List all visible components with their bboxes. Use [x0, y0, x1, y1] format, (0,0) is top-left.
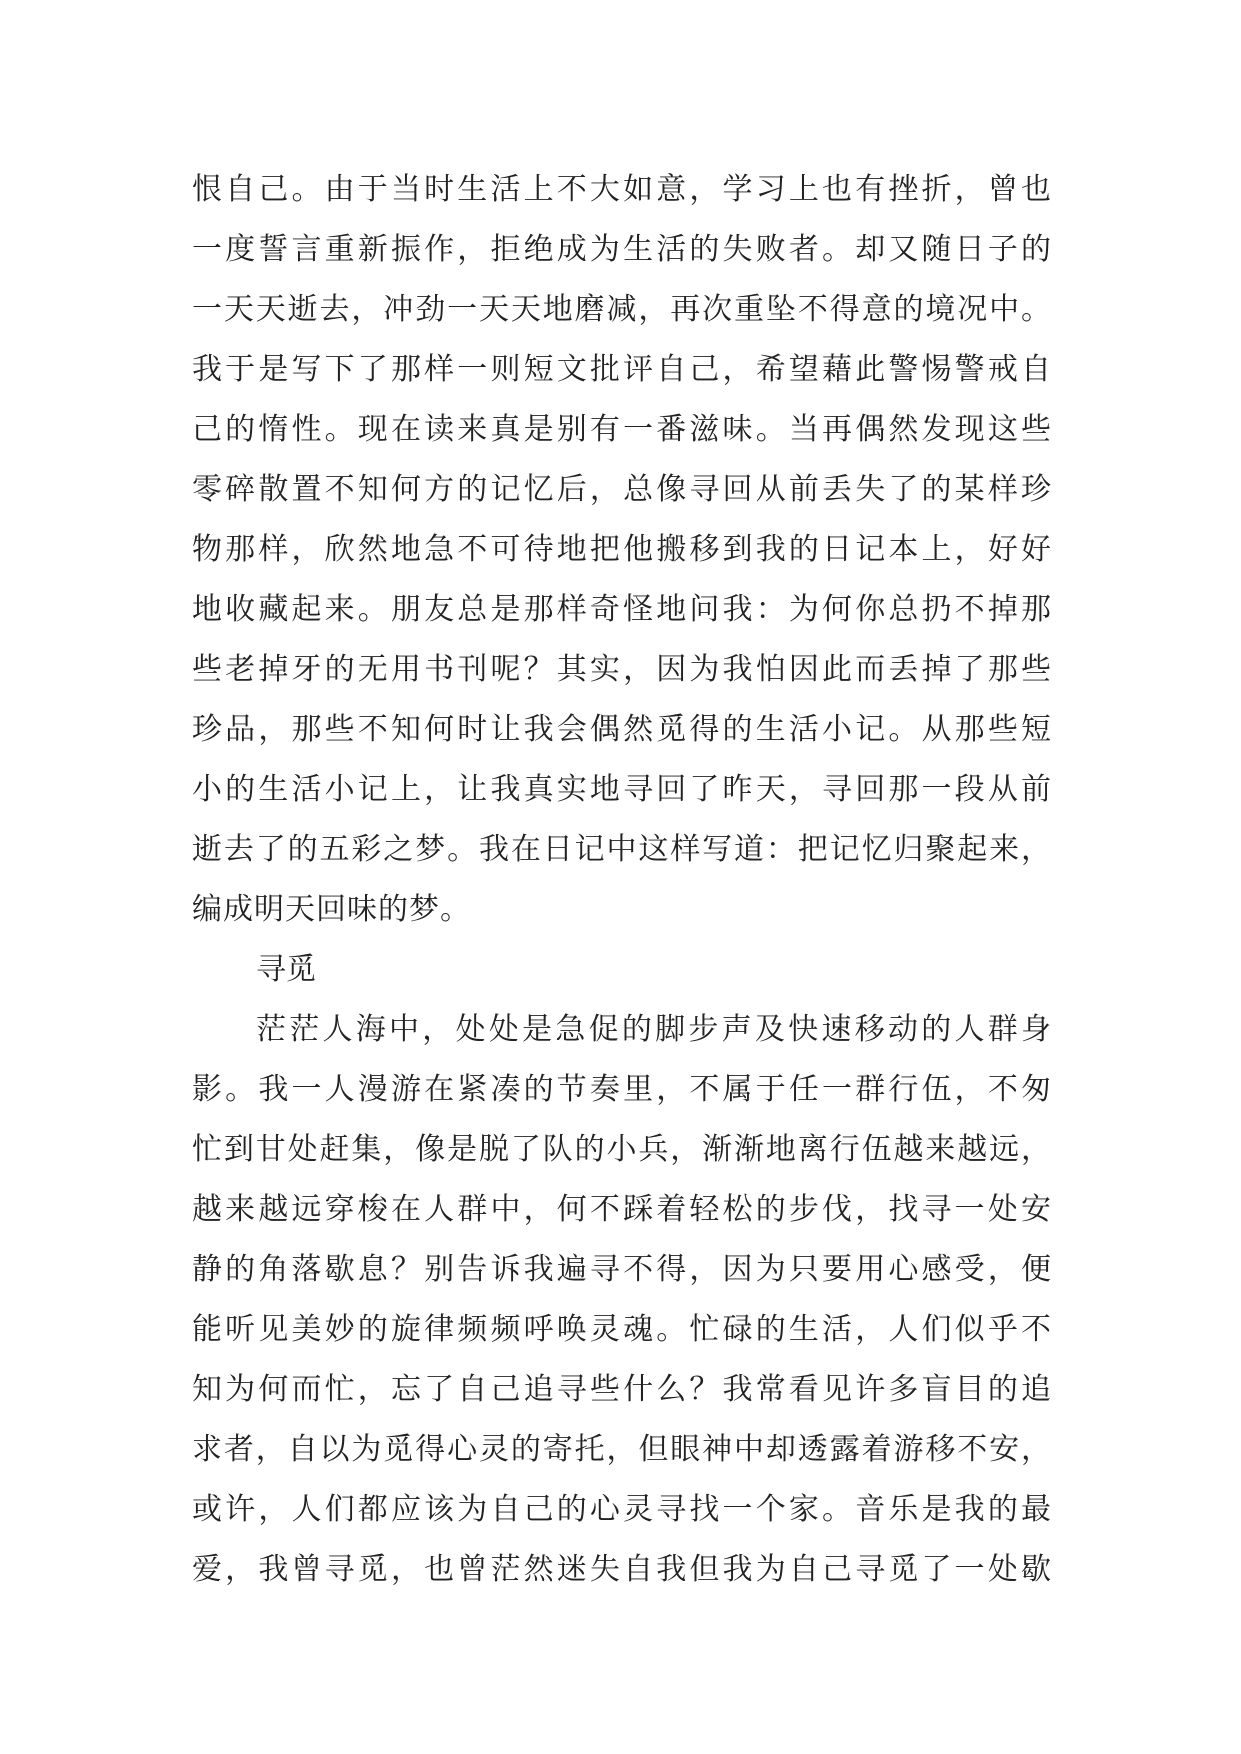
text-line: 逝去了的五彩之梦。我在日记中这样写道：把记忆归聚起来，	[192, 832, 1052, 867]
paragraph-2	[192, 1000, 1052, 1600]
section-title: 寻觅	[256, 952, 316, 987]
text-line: 静的角落歇息？别告诉我遍寻不得，因为只要用心感受，便	[192, 1252, 1052, 1287]
text-line: 求者，自以为觅得心灵的寄托，但眼神中却透露着游移不安，	[192, 1432, 1052, 1467]
text-line: 忙到甘处赶集，像是脱了队的小兵，渐渐地离行伍越来越远，	[192, 1132, 1052, 1167]
text-line: 能听见美妙的旋律频频呼唤灵魂。忙碌的生活，人们似乎不	[192, 1312, 1052, 1347]
text-line: 或许，人们都应该为自己的心灵寻找一个家。音乐是我的最	[192, 1492, 1052, 1527]
text-line: 小的生活小记上，让我真实地寻回了昨天，寻回那一段从前	[192, 772, 1052, 807]
text-line: 恨自己。由于当时生活上不大如意，学习上也有挫折，曾也	[192, 172, 1052, 207]
text-line: 零碎散置不知何方的记忆后，总像寻回从前丢失了的某样珍	[192, 472, 1052, 507]
body-text	[192, 160, 1052, 1600]
text-line: 些老掉牙的无用书刊呢？其实，因为我怕因此而丢掉了那些	[192, 652, 1052, 687]
text-line: 物那样，欣然地急不可待地把他搬移到我的日记本上，好好	[192, 532, 1052, 567]
text-line: 珍品，那些不知何时让我会偶然觅得的生活小记。从那些短	[192, 712, 1052, 747]
text-line: 编成明天回味的梦。	[192, 892, 471, 927]
text-line: 茫茫人海中，处处是急促的脚步声及快速移动的人群身	[256, 1012, 1052, 1047]
paragraph-1	[192, 160, 1052, 940]
text-line: 知为何而忙，忘了自己追寻些什么？我常看见许多盲目的追	[192, 1372, 1052, 1407]
text-line: 地收藏起来。朋友总是那样奇怪地问我：为何你总扔不掉那	[192, 592, 1052, 627]
text-line: 一度誓言重新振作，拒绝成为生活的失败者。却又随日子的	[192, 232, 1052, 267]
text-line: 己的惰性。现在读来真是别有一番滋味。当再偶然发现这些	[192, 412, 1052, 447]
text-line: 爱，我曾寻觅，也曾茫然迷失自我但我为自己寻觅了一处歇	[192, 1552, 1052, 1587]
text-line: 我于是写下了那样一则短文批评自己，希望藉此警惕警戒自	[192, 352, 1052, 387]
text-line: 越来越远穿梭在人群中，何不踩着轻松的步伐，找寻一处安	[192, 1192, 1052, 1227]
text-line: 一天天逝去，冲劲一天天地磨减，再次重坠不得意的境况中。	[192, 292, 1052, 327]
text-line: 影。我一人漫游在紧凑的节奏里，不属于任一群行伍，不匆	[192, 1072, 1052, 1107]
